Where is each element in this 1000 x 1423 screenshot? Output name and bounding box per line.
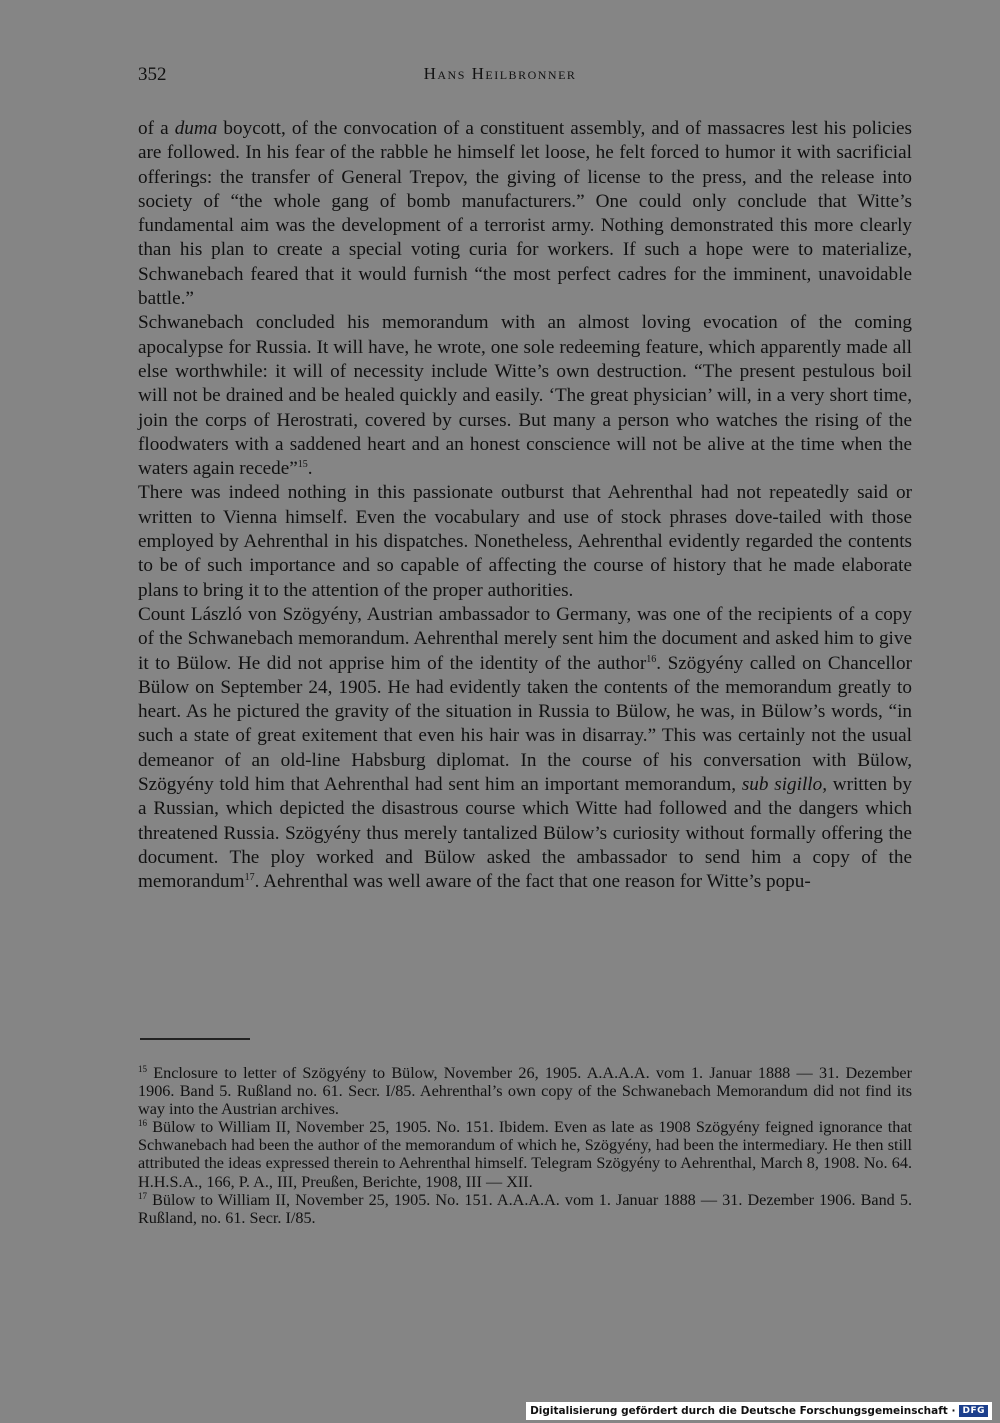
paragraph-4-text-b: . Szögyény called on Chancellor Bülow on September 24, 1905. He had evidently taken the contents of the memorandum greatly to heart. As he pictured the gravity of the situation in Russia to Bülow, he was, in Bülow’s words, “in such a state of great exitement that even his hair was in disarray.” This was certainly not the usual demeanor of an old-line Habsburg diplomat. In the course of his conversation with Bülow, Szögyény told him that Aehrenthal had sent him an important memorandum, <box>138 652 912 796</box>
paragraph-2-text-b: . <box>307 458 313 480</box>
footnote-text: Bülow to William II, November 25, 1905. No. 151. Ibidem. Even as late as 1908 Szögyény feigned ignorance that Schwanebach had been the author of the memorandum of which he, Szögyény, had been the intermediary. He then still attributed the ideas expressed therein to Aehrenthal himself. Telegram Szögyény to Aehrenthal, March 8, 1908. No. 64. H.H.S.A., 166, P. A., III, Preußen, Berichte, 1908, III — XII. <box>138 1118 912 1191</box>
running-head: Hans Heilbronner <box>423 64 577 83</box>
footnote-ref-16: 16 <box>646 653 657 665</box>
footnote-text: Enclosure to letter of Szögyény to Bülow, November 26, 1905. A.A.A.A. vom 1. Januar 1888 — 31. Dezember 1906. Band 5. Rußland no. 61. Secr. I/85. Aehrenthal’s own copy of the Schwanebach Memorandum did not find its way into the Austrian archives. <box>138 1064 912 1119</box>
footnote-number: 16 <box>138 1118 147 1129</box>
paragraph-4-text-a: Count László von Szögyény, Austrian ambassador to Germany, was one of the recipients of a copy of the Schwanebach memorandum. Aehrenthal merely sent him the document and asked him to give it to Bülow. He did not apprise him of the identity of the author <box>138 603 912 674</box>
footnote-ref-15: 15 <box>297 459 308 471</box>
paragraph-4-text-d: . Aehrenthal was well aware of the fact that one reason for Witte’s popu- <box>254 871 811 893</box>
body-text <box>138 117 912 895</box>
italic-duma: duma <box>174 118 218 139</box>
footnote-rule <box>140 1038 250 1040</box>
footnote-text: Bülow to William II, November 25, 1905. No. 151. A.A.A.A. vom 1. Januar 1888 — 31. Dezember 1906. Band 5. Rußland, no. 61. Secr. I/85. <box>138 1190 912 1227</box>
dfg-logo-icon: DFG <box>959 1405 988 1417</box>
paragraph-4 <box>138 603 912 895</box>
credit-text: Digitalisierung gefördert durch die Deutsche Forschungsgemeinschaft · <box>530 1405 956 1417</box>
paragraph-2 <box>138 311 912 481</box>
italic-sub-sigillo: sub sigillo, <box>741 774 827 796</box>
paragraph-1 <box>138 117 912 311</box>
paragraph-3: There was indeed nothing in this passionate outburst that Aehrenthal had not repeatedly said or written to Vienna himself. Even the vocabulary and use of stock phrases dove-tailed with those employed by Aehrenthal in his dispatches. Nonetheless, Aehrenthal evidently regarded the contents to be of such importance and so capable of affecting the course of history that he made elaborate plans to bring it to the attention of the proper authorities. <box>138 482 912 601</box>
page-number: 352 <box>138 64 167 85</box>
footnote-number: 17 <box>138 1190 147 1201</box>
paragraph-4-text-c: written by a Russian, which depicted the disastrous course which Witte had followed and the dangers which threatened Russia. Szögyény thus merely tantalized Bülow’s curiosity without formally offering the document. The ploy worked and Bülow asked the ambassador to send him a copy of the memorandum <box>138 774 912 893</box>
footnote-number: 15 <box>138 1064 147 1074</box>
digitization-credit <box>526 1402 992 1420</box>
paragraph-2-text-a: Schwanebach concluded his memorandum with an almost loving evocation of the coming apocalypse for Russia. It will have, he wrote, one sole redeeming feature, which apparently made all else worthwhile: it will of necessity include Witte’s own destruction. “The present pestulous boil will not be drained and be healed quickly and easily. ‘The great physician’ will, in a very short time, join the corps of Herostrati, covered by curses. But many a person who watches the rising of the floodwaters with a saddened heart and an honest conscience will not be alive at the time when the waters again recede” <box>138 312 912 480</box>
paragraph-1-text-a: of a <box>138 118 175 139</box>
footnote-17 <box>138 1191 912 1227</box>
footnote-16 <box>138 1118 912 1190</box>
footnote-ref-17: 17 <box>244 872 255 884</box>
footnote-15 <box>138 1064 912 1118</box>
paragraph-1-text-b: boycott, of the convocation of a constituent assembly, and of massacres lest his policies are followed. In his fear of the rabble he himself let loose, he felt forced to humor it with sacrificial offerings: the transfer of General Trepov, the giving of license to the press, and the release into society of “the whole gang of bomb manufacturers.” One could only conclude that Witte’s fundamental aim was the development of a terrorist army. Nothing demonstrated this more clearly than his plan to create a special voting curia for workers. If such a hope were to materialize, Schwanebach feared that it would furnish “the most perfect cadres for the imminent, unavoidable battle.” <box>138 118 913 310</box>
footnotes <box>138 1064 912 1227</box>
